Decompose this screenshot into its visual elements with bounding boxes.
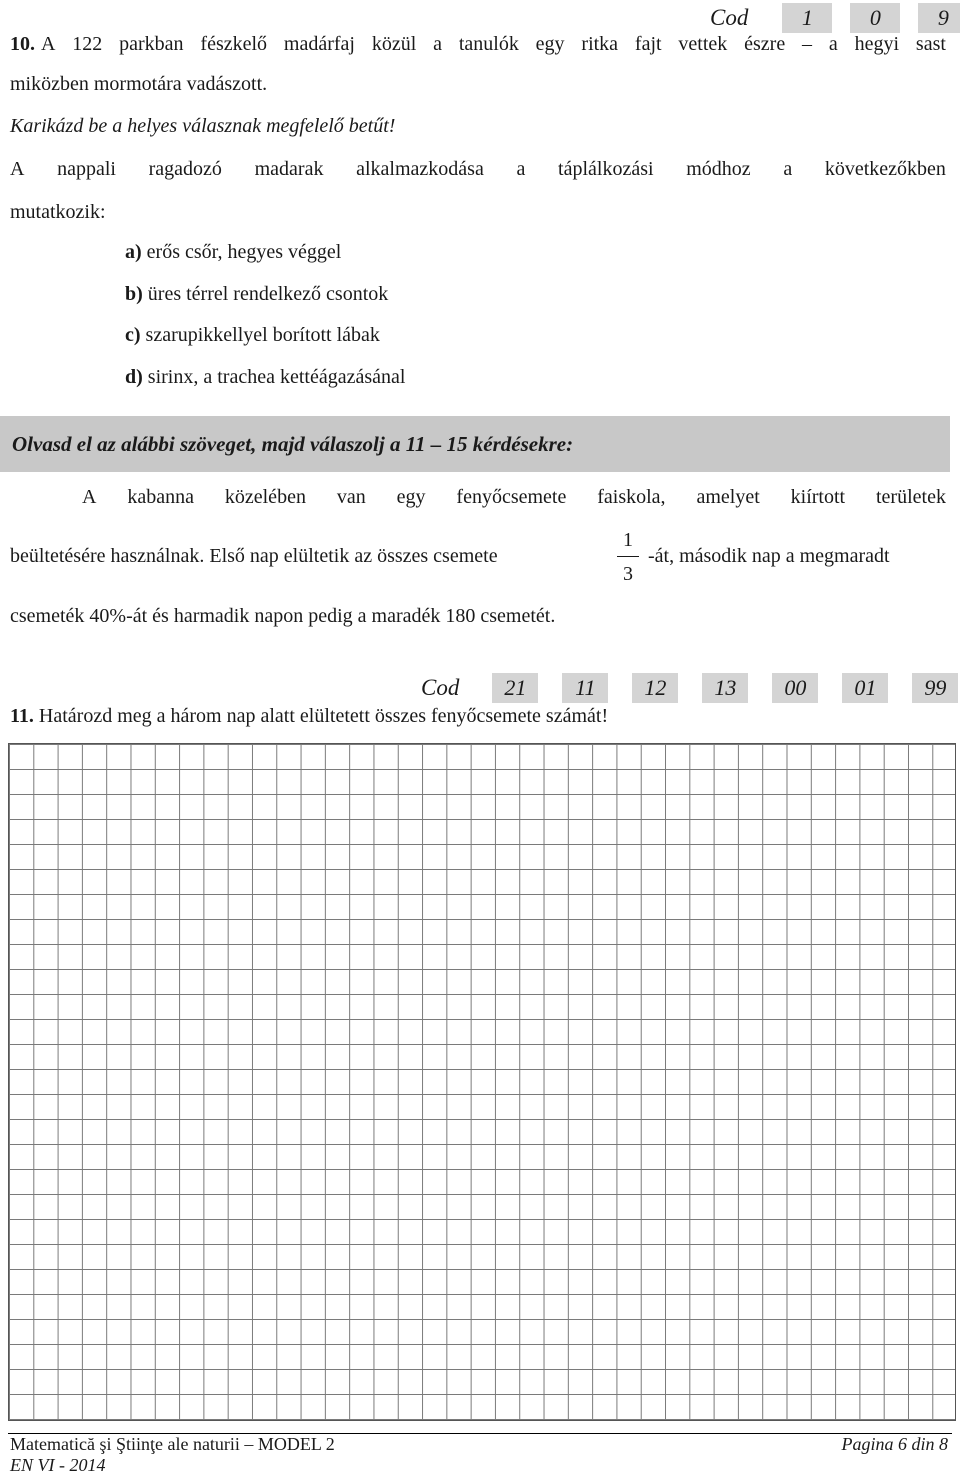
option-text: sirinx, a trachea kettéágazásánal [142,366,406,388]
word: faiskola, [597,486,666,508]
q10-question-line1 [10,158,946,181]
cod-box: 21 [492,673,538,703]
passage-line2-pre: beültetésére használnak. Első nap elültetik az összes csemete [10,545,498,567]
footer-exam: EN VI - 2014 [10,1455,106,1475]
word: A [82,486,97,508]
question-number: 11. [10,705,34,727]
word: következőkben [824,158,946,180]
word: fenyőcsemete [456,486,567,508]
cod-row-q10 [710,3,960,33]
word: módhoz [686,158,751,180]
fraction-numerator: 1 [623,529,633,551]
option-a[interactable] [125,241,341,264]
cod-box: 00 [772,673,818,703]
q10-question-line2: mutatkozik: [10,201,106,223]
word: madárfaj [283,33,355,55]
fraction-denominator: 3 [623,563,633,585]
word: nappali [57,158,116,180]
word: A [10,158,25,180]
fraction-bar [617,556,639,557]
q10-line1 [10,33,946,56]
word: a [433,33,442,55]
option-letter: b) [125,283,143,305]
word: egy [396,486,426,508]
word: területek [876,486,946,508]
option-text: üres térrel rendelkező csontok [142,283,389,305]
option-letter: d) [125,366,143,388]
option-letter: a) [125,241,142,263]
option-c[interactable] [125,324,380,347]
word: közül [371,33,417,55]
word: alkalmazkodása [356,158,484,180]
word: van [336,486,366,508]
word: fajt [634,33,662,55]
q10-instruction: Karikázd be a helyes válasznak megfelelő betűt! [10,115,396,137]
word: a [828,33,838,55]
word: kabanna [127,486,194,508]
option-text: szarupikkellyel borított lábak [140,324,380,346]
q11-text [10,705,608,728]
option-b[interactable] [125,283,388,306]
word: táplálkozási [558,158,654,180]
cod-box: 99 [912,673,958,703]
cod-box: 11 [562,673,608,703]
word: észre [744,33,786,55]
word: közelében [224,486,306,508]
q10-line2: miközben mormotára vadászott. [10,73,268,95]
word: – [802,33,813,55]
option-letter: c) [125,324,141,346]
option-text: erős csőr, hegyes véggel [141,241,342,263]
word: tanulók [458,33,519,55]
word: hegyi [854,33,900,55]
word: egy [535,33,565,55]
word: ritka [581,33,619,55]
question-text: Határozd meg a három nap alatt elültetett összes fenyőcsemete számát! [33,705,609,727]
answer-grid[interactable] [8,743,956,1421]
cod-box: 0 [850,3,900,33]
word: a [783,158,793,180]
word: amelyet [696,486,760,508]
word: vettek [678,33,728,55]
cod-label: Cod [710,5,749,30]
banner-text: Olvasd el az alábbi szöveget, majd válaszolj a 11 – 15 kérdésekre: [12,432,574,456]
cod-box: 01 [842,673,888,703]
cod-row-q11 [421,673,958,703]
option-d[interactable] [125,366,405,389]
word: A [41,33,56,55]
word: kiírtott [790,486,846,508]
passage-line3: csemeték 40%-át és harmadik napon pedig a maradék 180 csemetét. [10,605,556,627]
passage-line1 [82,486,946,509]
word: ragadozó [148,158,222,180]
footer-subject: Matematică şi Ştiinţe ale naturii – MODEL 2 [10,1434,335,1454]
cod-box: 12 [632,673,678,703]
word: 122 [72,33,103,55]
word: madarak [254,158,324,180]
cod-box: 13 [702,673,748,703]
footer-page-number: Pagina 6 din 8 [841,1434,948,1454]
cod-label: Cod [421,675,460,700]
passage-line2-post: -át, második nap a megmaradt [648,545,890,567]
cod-box: 9 [918,3,960,33]
word: sast [915,33,946,55]
word: fészkelő [200,33,268,55]
section-banner [0,416,950,472]
question-number: 10. [10,33,35,55]
word: parkban [119,33,184,55]
word: a [516,158,526,180]
cod-box: 1 [782,3,832,33]
